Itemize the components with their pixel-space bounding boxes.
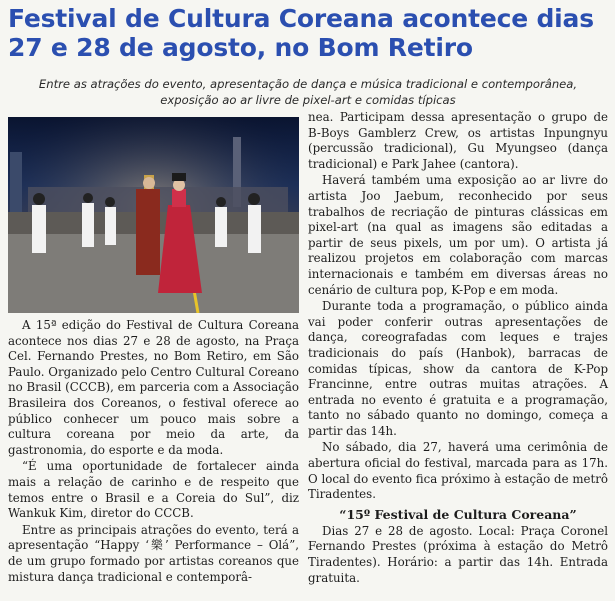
info-box-title: “15º Festival de Cultura Coreana” — [339, 506, 577, 522]
paragraph: Durante toda a programação, o público ainda vai poder conferir outras apresentações de dança, coreografadas com leques e trajes tradicionais do país (Hanbok), barracas de comidas típicas, show da cantora de K-Pop Francinne, entre outras muitas atrações. A entrada no evento é gratuita e a programação, tanto no sábado quanto no domingo, começa a partir das 14h. — [308, 299, 608, 438]
paragraph: No sábado, dia 27, haverá uma cerimônia de abertura oficial do festival, marcada para as 17h. O local do evento fica próximo à estação de metrô Tiradentes. — [308, 440, 608, 502]
right-column — [308, 110, 608, 586]
headline: Festival de Cultura Coreana acontece dias 27 e 28 de agosto, no Bom Retiro — [8, 4, 594, 62]
festival-photo-illustration — [8, 117, 299, 313]
paragraph: A 15ª edição do Festival de Cultura Coreana acontece nos dias 27 e 28 de agosto, na Praça Cel. Fernando Prestes, no Bom Retiro, em São Paulo. Organizado pelo Centro Cultural Coreano no Brasil (CCCB), em parceria com a Associação Brasileira dos Coreanos, o festival oferece ao público conhecer um pouco mais sobre a cultura coreana por meio da arte, da gastronomia, do esporte e da moda. — [8, 318, 299, 457]
subheadline: Entre as atrações do evento, apresentação de dança e música tradicional e contemporânea, exposição ao ar livre de pixel-art e comidas típicas — [38, 77, 578, 107]
paragraph: Haverá também uma exposição ao ar livre do artista Joo Jaebum, reconhecido por seus trabalhos de recriação de pinturas clássicas em pixel-art (na qual as imagens são editadas a partir de seus pixels, um por um). O artista já realizou projetos em colaboração com marcas internacionais e também em diversas áreas no cenário de cultura pop, K-Pop e em moda. — [308, 173, 608, 297]
festival-photo — [8, 117, 299, 313]
info-box-text: Dias 27 e 28 de agosto. Local: Praça Coronel Fernando Prestes (próxima à estação do Metrô Tiradentes). Horário: a partir das 14h. Entrada gratuita. — [308, 523, 608, 585]
left-column — [8, 318, 299, 585]
paragraph: “É uma oportunidade de fortalecer ainda mais a relação de carinho e de respeito que temos entre o Brasil e a Coreia do Sul”, diz Wankuk Kim, diretor do CCCB. — [8, 459, 299, 521]
paragraph: nea. Participam dessa apresentação o grupo de B-Boys Gamblerz Crew, os artistas Inpungnyu (percussão tradicional), Gu Myungseo (dança tradicional) e Park Jahee (cantora). — [308, 110, 608, 171]
paragraph: Entre as principais atrações do evento, terá a apresentação “Happy ‘樂’ Performance – Olá”, de um grupo formado por artistas coreanos que mistura dança tradicional e contemporâ- — [8, 522, 299, 584]
